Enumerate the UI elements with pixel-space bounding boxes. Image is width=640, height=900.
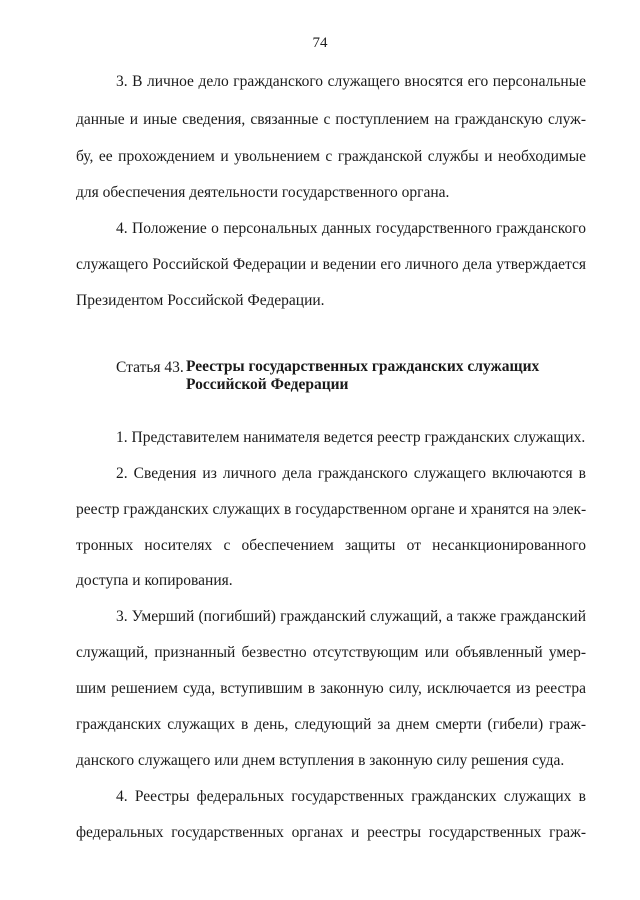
paragraph-line: служащего Российской Федерации и ведении его личного дела утверждается: [76, 256, 586, 273]
paragraph-line: для обеспечения деятельности государственного органа.: [76, 184, 450, 201]
article-title-line: Реестры государственных гражданских служащих: [186, 358, 540, 375]
paragraph-line: гражданских служащих в день, следующий за днем смерти (гибели) граж-: [76, 716, 586, 733]
paragraph-line: данные и иные сведения, связанные с поступлением на гражданскую служ-: [76, 111, 586, 128]
paragraph-line: 3. Умерший (погибший) гражданский служащий, а также гражданский: [116, 608, 586, 625]
article-title-line: Российской Федерации: [186, 376, 349, 393]
paragraph-line: служащий, признанный безвестно отсутствующим или объявленный умер-: [76, 644, 586, 661]
article-title: [186, 358, 586, 394]
paragraph-line: данского служащего или днем вступления в законную силу решения суда.: [76, 752, 565, 769]
paragraph-line: доступа и копирования.: [76, 572, 233, 589]
paragraph-line: бу, ее прохождением и увольнением с гражданской службы и необходимые: [76, 148, 586, 165]
article-label: Статья 43.: [116, 359, 184, 376]
paragraph-line: шим решением суда, вступившим в законную силу, исключается из реестра: [76, 680, 586, 697]
paragraph-line: тронных носителях с обеспечением защиты от несанкционированного: [76, 537, 586, 554]
paragraph-line: Президентом Российской Федерации.: [76, 292, 325, 309]
page-number: 74: [312, 35, 328, 51]
paragraph-line: федеральных государственных органах и реестры государственных граж-: [76, 824, 586, 841]
paragraph-line: реестр гражданских служащих в государственном органе и хранятся на элек-: [76, 501, 587, 518]
paragraph-line: 4. Положение о персональных данных государственного гражданского: [116, 220, 586, 237]
paragraph-line: 1. Представителем нанимателя ведется реестр гражданских служащих.: [116, 429, 586, 446]
paragraph-line: 4. Реестры федеральных государственных гражданских служащих в: [116, 788, 586, 805]
paragraph-line: 2. Сведения из личного дела гражданского служащего включаются в: [116, 465, 586, 482]
paragraph-line: 3. В личное дело гражданского служащего вносятся его персональные: [116, 73, 586, 90]
